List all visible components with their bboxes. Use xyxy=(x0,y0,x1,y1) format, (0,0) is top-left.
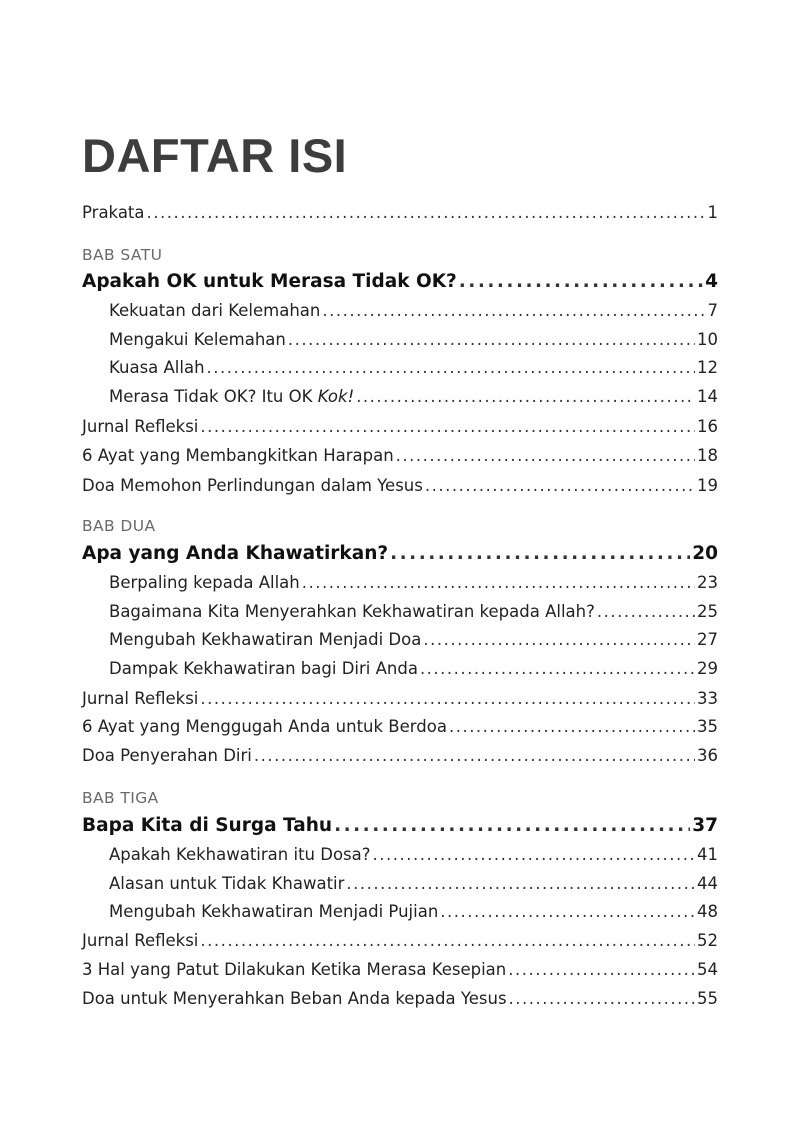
toc-section-entry[interactable] xyxy=(109,354,718,382)
toc-entry-label: Mengakui Kelemahan xyxy=(109,330,286,349)
dot-leader xyxy=(390,540,690,568)
toc-entry-label: Apakah Kekhawatiran itu Dosa? xyxy=(109,845,371,864)
toc-section-entry[interactable] xyxy=(109,841,718,869)
chapter-label: BAB DUA xyxy=(82,517,156,535)
toc-page-number: 48 xyxy=(697,902,718,921)
toc-entry-label-italic: Kok! xyxy=(317,387,355,406)
toc-entry-label: Bagaimana Kita Menyerahkan Kekhawatiran kepada Allah? xyxy=(109,602,595,621)
toc-section-entry[interactable] xyxy=(109,870,718,898)
chapter-label: BAB SATU xyxy=(82,246,163,264)
toc-page-number: 29 xyxy=(697,659,718,678)
toc-entry[interactable] xyxy=(82,742,718,770)
toc-page-number: 35 xyxy=(697,717,718,736)
toc-page-number: 54 xyxy=(697,960,718,979)
toc-entry-label: Jurnal Refleksi xyxy=(82,931,199,950)
dot-leader xyxy=(508,956,695,984)
toc-entry-label: Jurnal Refleksi xyxy=(82,689,199,708)
toc-section-entry[interactable] xyxy=(109,326,718,354)
toc-entry[interactable] xyxy=(82,442,718,470)
dot-leader xyxy=(425,472,695,500)
toc-entry-label: Jurnal Refleksi xyxy=(82,417,199,436)
dot-leader xyxy=(346,870,695,898)
toc-page-number: 33 xyxy=(697,689,718,708)
dot-leader xyxy=(147,199,706,227)
toc-section-entry[interactable] xyxy=(109,598,718,626)
toc-entry[interactable] xyxy=(82,413,718,441)
toc-page-number: 16 xyxy=(697,417,718,436)
toc-entry[interactable] xyxy=(82,685,718,713)
toc-entry-label: Alasan untuk Tidak Khawatir xyxy=(109,874,345,893)
toc-page-number: 23 xyxy=(697,573,718,592)
toc-entry-label: Doa Memohon Perlindungan dalam Yesus xyxy=(82,476,423,495)
dot-leader xyxy=(322,297,705,325)
toc-entry[interactable] xyxy=(82,956,718,984)
dot-leader xyxy=(396,442,695,470)
toc-entry-label: 3 Hal yang Patut Dilakukan Ketika Merasa Kesepian xyxy=(82,960,507,979)
toc-entry-label: Mengubah Kekhawatiran Menjadi Doa xyxy=(109,630,422,649)
dot-leader xyxy=(207,354,695,382)
toc-page-number: 7 xyxy=(707,301,718,320)
toc-page-number: 10 xyxy=(697,330,718,349)
toc-page-number: 4 xyxy=(705,271,718,292)
toc-page-number: 25 xyxy=(697,602,718,621)
dot-leader xyxy=(200,413,695,441)
toc-chapter-title[interactable] xyxy=(82,268,718,296)
dot-leader xyxy=(449,713,695,741)
toc-entry-label: Apa yang Anda Khawatirkan? xyxy=(82,543,389,564)
dot-leader xyxy=(420,655,695,683)
toc-page-number: 1 xyxy=(707,203,718,222)
dot-leader xyxy=(302,569,695,597)
toc-entry-label xyxy=(109,383,354,411)
toc-page-number: 55 xyxy=(697,989,718,1008)
toc-page-number: 36 xyxy=(697,746,718,765)
toc-entry-label: Kekuatan dari Kelemahan xyxy=(109,301,321,320)
dot-leader xyxy=(254,742,695,770)
dot-leader xyxy=(597,598,695,626)
toc-page-number: 12 xyxy=(697,358,718,377)
toc-chapter-title[interactable] xyxy=(82,812,718,840)
toc-entry[interactable] xyxy=(82,472,718,500)
toc-entry[interactable] xyxy=(82,713,718,741)
toc-entry-label: Dampak Kekhawatiran bagi Diri Anda xyxy=(109,659,418,678)
toc-page-number: 19 xyxy=(697,476,718,495)
toc-section-entry[interactable] xyxy=(109,569,718,597)
toc-entry-label: Berpaling kepada Allah xyxy=(109,573,300,592)
toc-page-number: 18 xyxy=(697,446,718,465)
toc-section-entry[interactable] xyxy=(109,626,718,654)
page-title: DAFTAR ISI xyxy=(82,129,348,182)
toc-section-entry[interactable] xyxy=(109,297,718,325)
toc-entry-label: Bapa Kita di Surga Tahu xyxy=(82,815,333,836)
dot-leader xyxy=(200,685,695,713)
chapter-label: BAB TIGA xyxy=(82,789,159,807)
toc-entry-label: Prakata xyxy=(82,203,145,222)
toc-entry-label: Doa untuk Menyerahkan Beban Anda kepada Yesus xyxy=(82,989,507,1008)
toc-page-number: 41 xyxy=(697,845,718,864)
toc-section-entry[interactable] xyxy=(109,898,718,926)
dot-leader xyxy=(200,927,695,955)
toc-page-number: 14 xyxy=(697,387,718,406)
dot-leader xyxy=(423,626,695,654)
toc-entry-label: Mengubah Kekhawatiran Menjadi Pujian xyxy=(109,902,439,921)
dot-leader xyxy=(288,326,695,354)
toc-section-entry[interactable] xyxy=(109,655,718,683)
toc-chapter-title[interactable] xyxy=(82,540,718,568)
toc-entry[interactable] xyxy=(82,985,718,1013)
dot-leader xyxy=(459,268,703,296)
toc-entry[interactable] xyxy=(82,927,718,955)
dot-leader xyxy=(356,383,695,411)
toc-entry-label: Doa Penyerahan Diri xyxy=(82,746,252,765)
dot-leader xyxy=(334,812,690,840)
toc-page-number: 27 xyxy=(697,630,718,649)
toc-section-entry[interactable] xyxy=(109,383,718,411)
toc-page-number: 52 xyxy=(697,931,718,950)
toc-page-number: 37 xyxy=(692,815,718,836)
toc-entry-label: 6 Ayat yang Menggugah Anda untuk Berdoa xyxy=(82,717,447,736)
toc-page-number: 20 xyxy=(692,543,718,564)
toc-entry-label-text: Merasa Tidak OK? Itu OK xyxy=(109,387,318,406)
dot-leader xyxy=(440,898,695,926)
dot-leader xyxy=(509,985,695,1013)
toc-entry-prakata[interactable] xyxy=(82,199,718,227)
toc-page-number: 44 xyxy=(697,874,718,893)
toc-entry-label: Apakah OK untuk Merasa Tidak OK? xyxy=(82,271,457,292)
toc-entry-label: 6 Ayat yang Membangkitkan Harapan xyxy=(82,446,394,465)
toc-entry-label: Kuasa Allah xyxy=(109,358,205,377)
dot-leader xyxy=(373,841,695,869)
